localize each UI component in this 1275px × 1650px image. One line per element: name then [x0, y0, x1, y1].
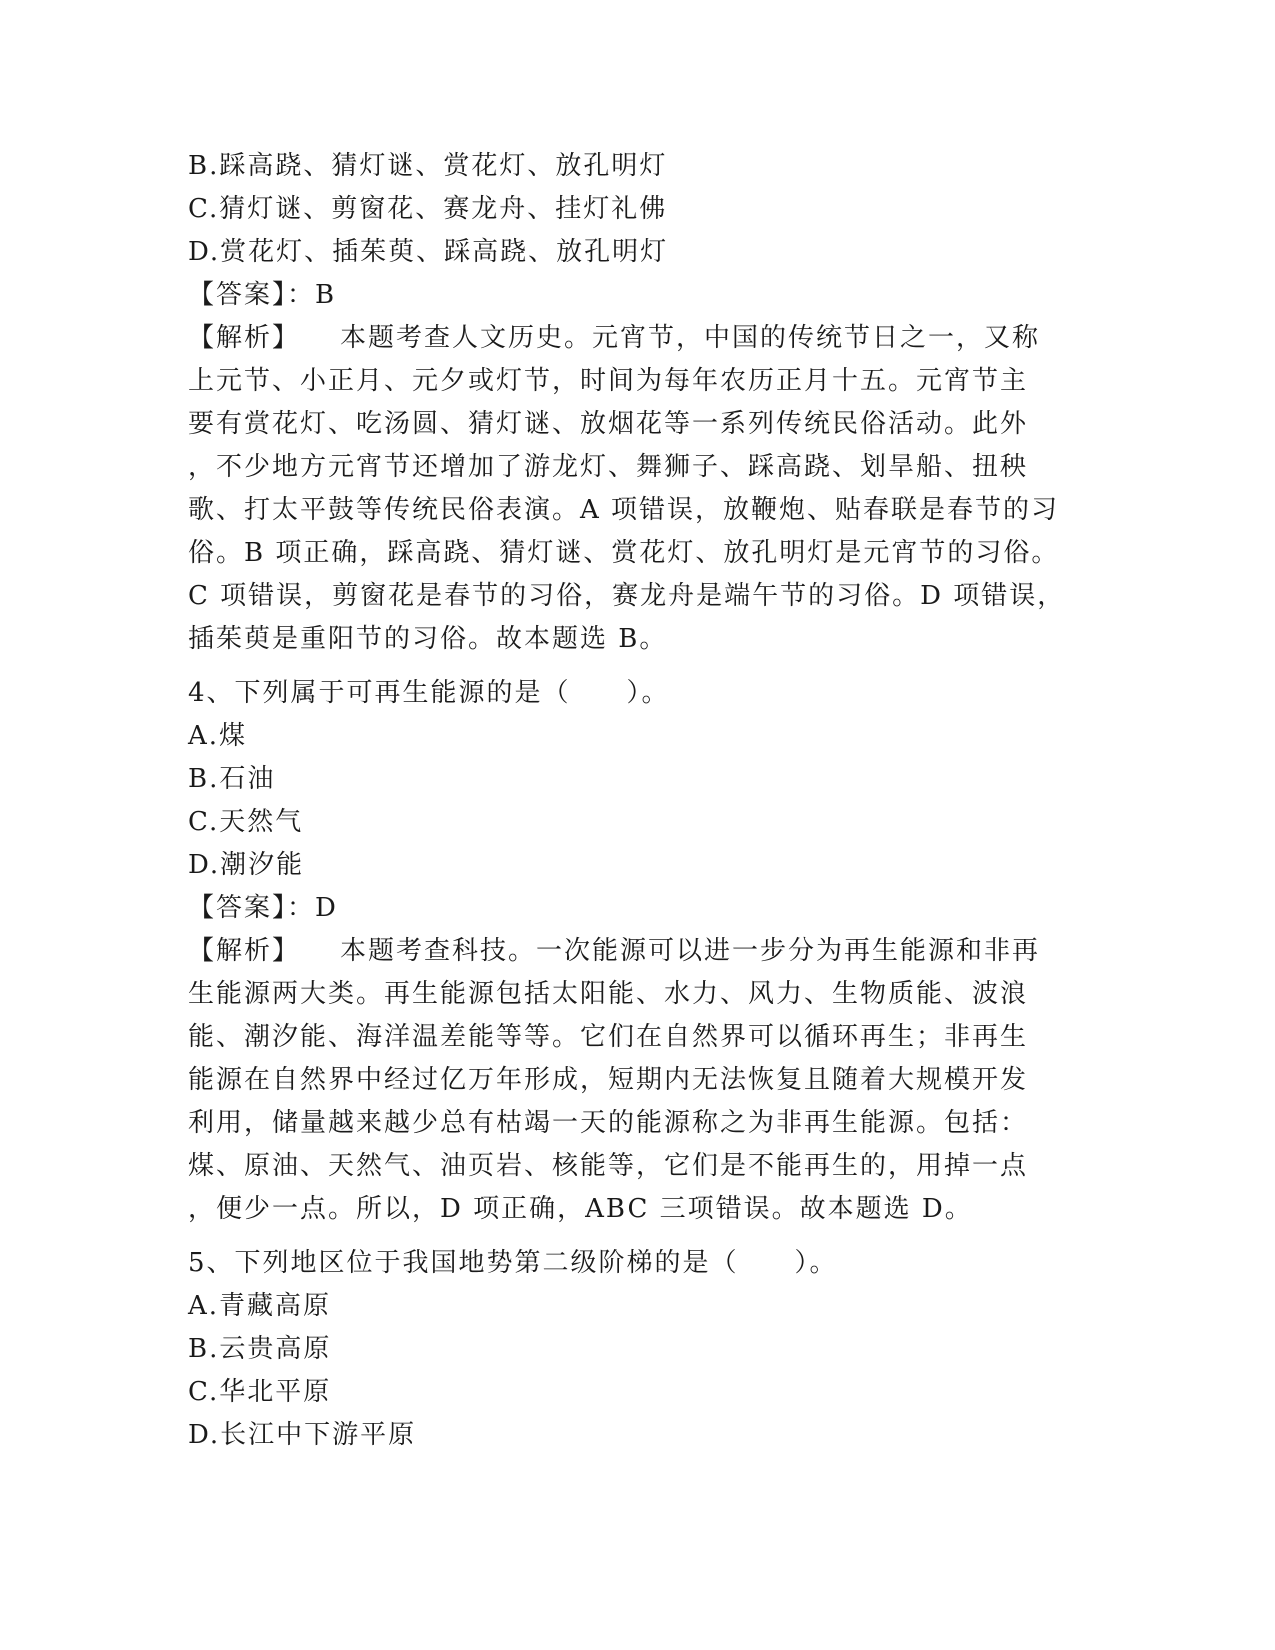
- q4-analysis-line-6: 煤、原油、天然气、油页岩、核能等，它们是不能再生的，用掉一点: [188, 1151, 1029, 1181]
- q4-analysis-line-2: 生能源两大类。再生能源包括太阳能、水力、风力、生物质能、波浪: [188, 979, 1029, 1009]
- q4-analysis-label: 【解析】: [188, 936, 301, 966]
- q4-option-c: C.天然气: [188, 807, 304, 837]
- q3-analysis-line-2: 上元节、小正月、元夕或灯节，时间为每年农历正月十五。元宵节主: [188, 366, 1029, 396]
- question-5-block: [188, 1242, 1088, 1457]
- q4-question: 4、下列属于可再生能源的是（ ）。: [188, 678, 670, 708]
- q4-option-b: B.石油: [188, 764, 276, 794]
- q4-analysis-line-1: [188, 930, 1088, 973]
- question-3-block: [188, 145, 1088, 661]
- document-page: [188, 145, 1088, 1457]
- q5-option-d: D.长江中下游平原: [188, 1420, 417, 1450]
- q4-option-a: A.煤: [188, 721, 248, 751]
- q3-analysis-line-6: 俗。B 项正确，踩高跷、猜灯谜、赏花灯、放孔明灯是元宵节的习俗。: [188, 538, 1060, 568]
- q5-option-c: C.华北平原: [188, 1377, 332, 1407]
- q5-option-b: B.云贵高原: [188, 1334, 332, 1364]
- q5-option-a: A.青藏高原: [188, 1291, 332, 1321]
- q4-answer-value: ：D: [287, 893, 338, 923]
- q4-option-d: D.潮汐能: [188, 850, 305, 880]
- q3-analysis-line-5: 歌、打太平鼓等传统民俗表演。A 项错误，放鞭炮、贴春联是春节的习: [188, 495, 1060, 525]
- q5-question: 5、下列地区位于我国地势第二级阶梯的是（ ）。: [188, 1248, 838, 1278]
- q3-option-b: B.踩高跷、猜灯谜、赏花灯、放孔明灯: [188, 151, 668, 181]
- q4-answer-label: 【答案】: [188, 893, 288, 923]
- q3-analysis-line-8: 插茱萸是重阳节的习俗。故本题选 B。: [188, 624, 668, 654]
- q4-analysis-line-5: 利用，储量越来越少总有枯竭一天的能源称之为非再生能源。包括：: [188, 1108, 1029, 1138]
- q3-analysis-line-4: ，不少地方元宵节还增加了游龙灯、舞狮子、踩高跷、划旱船、扭秧: [188, 452, 1029, 482]
- q3-analysis-line-7: C 项错误，剪窗花是春节的习俗，赛龙舟是端午节的习俗。D 项错误，: [188, 581, 1066, 611]
- q3-analysis-line-1: [188, 317, 1088, 360]
- q3-option-d: D.赏花灯、插茱萸、踩高跷、放孔明灯: [188, 237, 669, 267]
- q3-analysis-text-1: 本题考查人文历史。元宵节，中国的传统节日之一，又称: [340, 323, 1041, 353]
- q4-analysis-line-4: 能源在自然界中经过亿万年形成，短期内无法恢复且随着大规模开发: [188, 1065, 1029, 1095]
- q4-analysis-text-1: 本题考查科技。一次能源可以进一步分为再生能源和非再: [340, 936, 1041, 966]
- q4-analysis-line-3: 能、潮汐能、海洋温差能等等。它们在自然界可以循环再生；非再生: [188, 1022, 1029, 1052]
- q3-answer-label: 【答案】: [188, 280, 288, 310]
- q4-answer: [188, 887, 1088, 930]
- question-4-block: [188, 672, 1088, 1231]
- q4-analysis-line-7: ，便少一点。所以，D 项正确，ABC 三项错误。故本题选 D。: [188, 1194, 973, 1224]
- q3-analysis-label: 【解析】: [188, 323, 301, 353]
- q3-answer: [188, 274, 1088, 317]
- q3-answer-value: ：B: [287, 280, 337, 310]
- q3-option-c: C.猜灯谜、剪窗花、赛龙舟、挂灯礼佛: [188, 194, 668, 224]
- q3-analysis-line-3: 要有赏花灯、吃汤圆、猜灯谜、放烟花等一系列传统民俗活动。此外: [188, 409, 1029, 439]
